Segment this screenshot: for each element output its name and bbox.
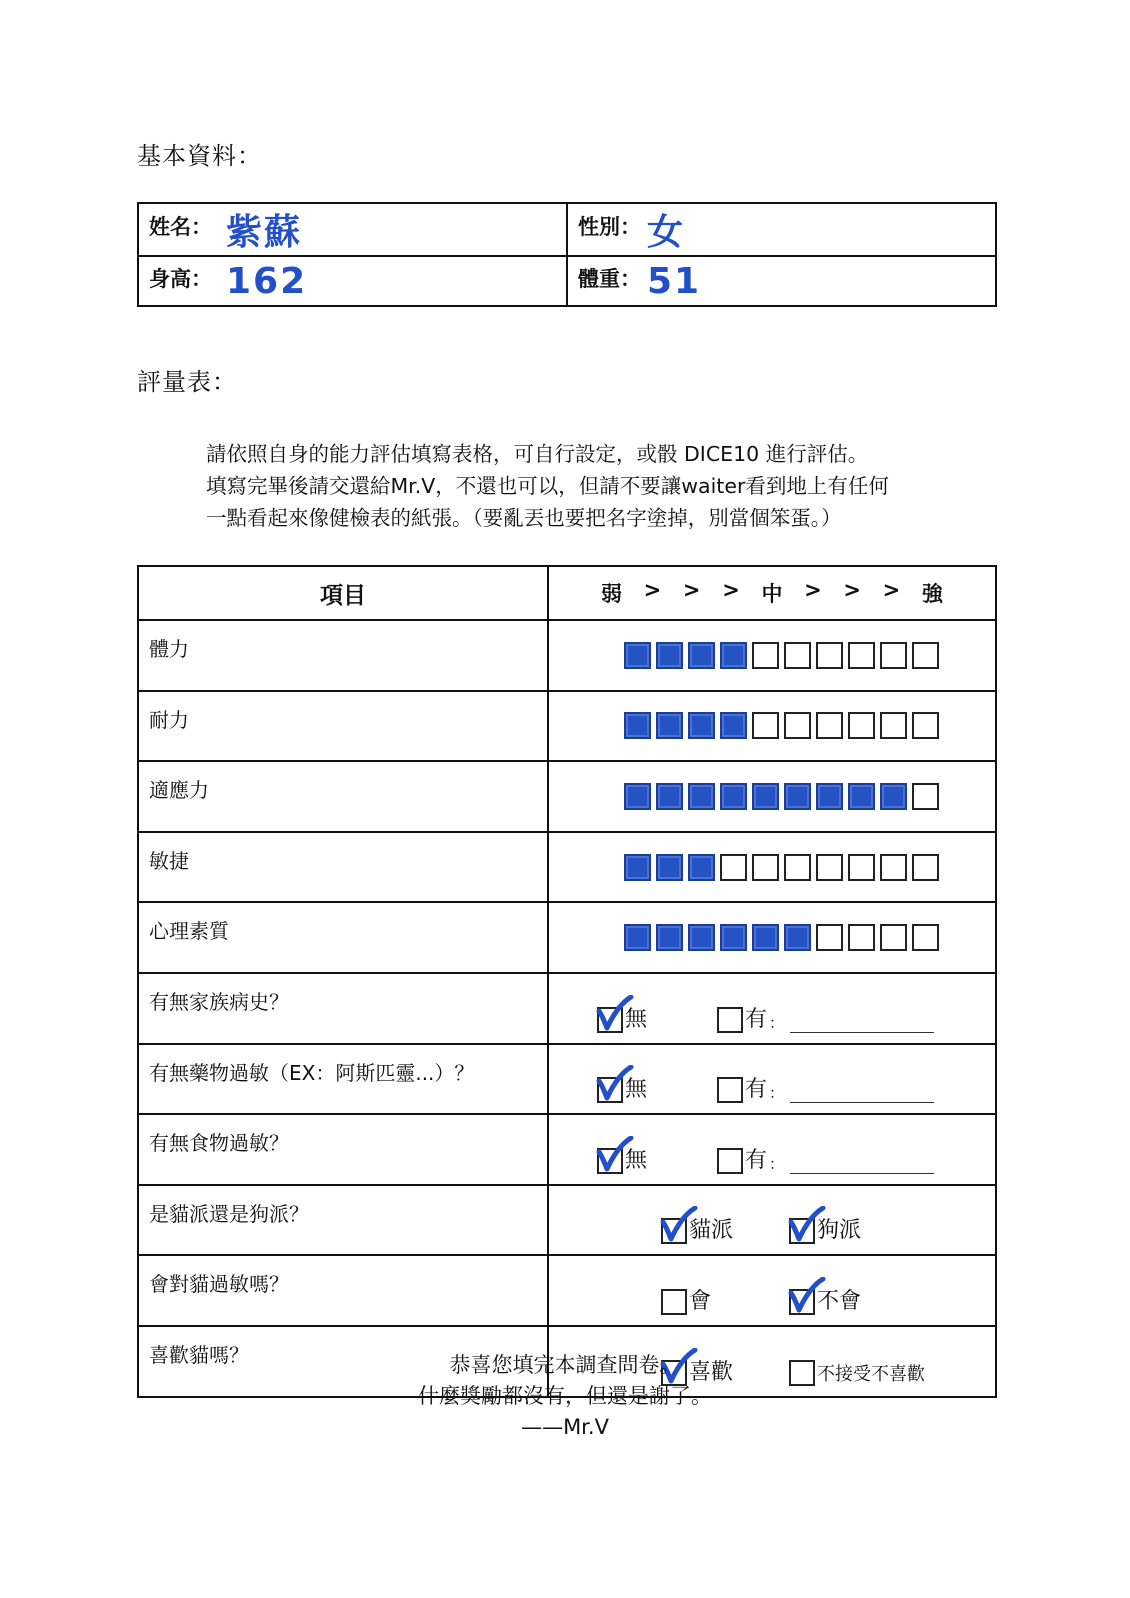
- colon: ：: [769, 1154, 785, 1173]
- scale-label: >: [722, 578, 740, 602]
- option-label: 有: [745, 1077, 768, 1103]
- question-options: [548, 1114, 996, 1185]
- rating-box-empty[interactable]: [752, 642, 779, 669]
- option[interactable]: [597, 1002, 647, 1033]
- option-label: 無: [625, 1147, 648, 1173]
- check-mark-icon: [659, 1206, 699, 1246]
- question-row: [138, 1185, 996, 1256]
- checkbox-checked[interactable]: [597, 1148, 623, 1174]
- item-header: 項目: [138, 566, 548, 620]
- question-options: [548, 1185, 996, 1256]
- rating-table: [137, 565, 997, 1398]
- question-label: 有無藥物過敏（EX：阿斯匹靈...）？: [138, 1044, 548, 1115]
- rating-row: [138, 832, 996, 903]
- question-options: [548, 973, 996, 1044]
- check-mark-icon: [595, 1065, 635, 1105]
- option-label: 有: [745, 1147, 768, 1173]
- rating-label: 耐力: [138, 691, 548, 762]
- option[interactable]: [789, 1213, 861, 1244]
- rating-box-empty[interactable]: [880, 642, 907, 669]
- scale-label: 強: [921, 582, 943, 606]
- rating-box-filled[interactable]: [720, 924, 747, 951]
- option[interactable]: [717, 1143, 934, 1174]
- closing-line: 什麼獎勵都沒有，但還是謝了。: [418, 1384, 712, 1408]
- rating-box-filled[interactable]: [688, 924, 715, 951]
- rating-box-filled[interactable]: [720, 712, 747, 739]
- rating-title: 評量表：: [137, 368, 237, 396]
- question-options: [548, 1255, 996, 1326]
- basic-info-title: 基本資料：: [137, 142, 262, 170]
- check-mark-icon: [787, 1206, 827, 1246]
- fill-in-blank[interactable]: [790, 1155, 934, 1174]
- rating-box-filled[interactable]: [784, 783, 811, 810]
- rating-box-empty[interactable]: [784, 854, 811, 881]
- rating-box-filled[interactable]: [624, 924, 651, 951]
- option[interactable]: [661, 1213, 733, 1244]
- checkbox-checked[interactable]: [597, 1007, 623, 1033]
- rating-box-filled[interactable]: [656, 642, 683, 669]
- rating-box-empty[interactable]: [912, 924, 939, 951]
- rating-label: 適應力: [138, 761, 548, 832]
- option[interactable]: [597, 1072, 647, 1103]
- rating-box-filled[interactable]: [880, 783, 907, 810]
- weight-value: 51: [647, 260, 702, 302]
- question-row: [138, 1044, 996, 1115]
- instructions: [206, 438, 966, 534]
- instruction-line: 一點看起來像健檢表的紙張。（要亂丟也要把名字塗掉，別當個笨蛋。）: [206, 506, 842, 530]
- scale-label: >: [804, 578, 822, 602]
- height-value: 162: [226, 260, 308, 302]
- closing-signature: ——Mr.V: [521, 1415, 609, 1439]
- rating-scale: [548, 761, 996, 832]
- rating-box-empty[interactable]: [880, 924, 907, 951]
- option[interactable]: [717, 1072, 934, 1103]
- question-label: 會對貓過敏嗎？: [138, 1255, 548, 1326]
- option-label: 喜歡: [689, 1359, 734, 1385]
- question-label: 有無食物過敏？: [138, 1114, 548, 1185]
- question-label: 喜歡貓嗎？: [138, 1326, 548, 1397]
- fill-in-blank[interactable]: [790, 1084, 934, 1103]
- check-mark-icon: [595, 1136, 635, 1176]
- rating-label: 心理素質: [138, 902, 548, 973]
- basic-info-table: [137, 202, 997, 307]
- closing-message: [0, 1350, 1130, 1443]
- rating-box-filled[interactable]: [784, 924, 811, 951]
- question-row: [138, 1255, 996, 1326]
- rating-scale: [548, 691, 996, 762]
- rating-box-empty[interactable]: [816, 642, 843, 669]
- closing-line: 恭喜您填完本調查問卷。: [449, 1353, 681, 1377]
- rating-box-empty[interactable]: [816, 854, 843, 881]
- rating-box-empty[interactable]: [784, 712, 811, 739]
- colon: ：: [769, 1084, 785, 1103]
- rating-box-empty[interactable]: [784, 642, 811, 669]
- option-label: 不會: [817, 1288, 862, 1314]
- checkbox-checked[interactable]: [661, 1218, 687, 1244]
- option[interactable]: [597, 1143, 647, 1174]
- rating-box-filled[interactable]: [816, 783, 843, 810]
- rating-box-filled[interactable]: [656, 924, 683, 951]
- rating-box-filled[interactable]: [720, 783, 747, 810]
- rating-box-filled[interactable]: [848, 783, 875, 810]
- checkbox[interactable]: [717, 1077, 743, 1103]
- name-value: 紫蘇: [226, 212, 303, 253]
- rating-box-filled[interactable]: [688, 854, 715, 881]
- scale-label: 中: [761, 582, 783, 606]
- rating-box-filled[interactable]: [752, 783, 779, 810]
- rating-box-filled[interactable]: [720, 642, 747, 669]
- name-cell[interactable]: [138, 203, 567, 256]
- option[interactable]: [661, 1284, 711, 1315]
- option-label: 無: [625, 1077, 648, 1103]
- option-label: 會: [689, 1288, 712, 1314]
- scale-header: [548, 566, 996, 620]
- rating-scale: [548, 902, 996, 973]
- question-row: [138, 1114, 996, 1185]
- rating-scale: [548, 620, 996, 691]
- rating-box-empty[interactable]: [912, 854, 939, 881]
- rating-box-empty[interactable]: [848, 924, 875, 951]
- rating-row: [138, 691, 996, 762]
- rating-row: [138, 761, 996, 832]
- rating-box-filled[interactable]: [624, 783, 651, 810]
- rating-scale: [548, 832, 996, 903]
- gender-value: 女: [647, 212, 686, 253]
- scale-label: >: [682, 578, 701, 602]
- check-mark-icon: [787, 1277, 827, 1317]
- rating-box-filled[interactable]: [656, 712, 683, 739]
- rating-box-empty[interactable]: [816, 712, 843, 739]
- height-cell[interactable]: [138, 256, 567, 306]
- rating-box-empty[interactable]: [848, 642, 875, 669]
- rating-box-filled[interactable]: [656, 783, 683, 810]
- instruction-line: 請依照自身的能力評估填寫表格，可自行設定，或骰 DICE10 進行評估。: [206, 442, 869, 466]
- option-label: 有: [745, 1006, 768, 1032]
- question-row: [138, 973, 996, 1044]
- rating-box-filled[interactable]: [656, 854, 683, 881]
- option-label: 無: [625, 1006, 648, 1032]
- gender-cell[interactable]: [567, 203, 996, 256]
- checkbox[interactable]: [717, 1007, 743, 1033]
- rating-box-filled[interactable]: [624, 712, 651, 739]
- option[interactable]: [789, 1284, 861, 1315]
- rating-box-empty[interactable]: [752, 854, 779, 881]
- rating-box-empty[interactable]: [848, 712, 875, 739]
- question-options: [548, 1044, 996, 1115]
- rating-box-empty[interactable]: [912, 712, 939, 739]
- rating-box-filled[interactable]: [688, 642, 715, 669]
- rating-box-filled[interactable]: [688, 712, 715, 739]
- rating-box-empty[interactable]: [848, 854, 875, 881]
- fill-in-blank[interactable]: [790, 1014, 934, 1033]
- checkbox-checked[interactable]: [789, 1218, 815, 1244]
- rating-box-filled[interactable]: [752, 924, 779, 951]
- name-label: 姓名：: [149, 215, 212, 239]
- rating-row: [138, 902, 996, 973]
- instruction-line: 填寫完畢後請交還給Mr.V，不還也可以，但請不要讓waiter看到地上有任何: [206, 474, 889, 498]
- scale-label: >: [843, 578, 861, 602]
- question-label: 是貓派還是狗派？: [138, 1185, 548, 1256]
- rating-box-filled[interactable]: [688, 783, 715, 810]
- checkbox-checked[interactable]: [789, 1289, 815, 1315]
- rating-box-empty[interactable]: [912, 642, 939, 669]
- weight-label: 體重：: [578, 266, 641, 291]
- height-label: 身高：: [149, 266, 212, 291]
- scale-label: 弱: [601, 582, 622, 606]
- rating-box-filled[interactable]: [624, 854, 651, 881]
- rating-box-empty[interactable]: [912, 783, 939, 810]
- option[interactable]: [717, 1002, 934, 1033]
- rating-box-empty[interactable]: [880, 712, 907, 739]
- rating-row: [138, 620, 996, 691]
- checkbox-checked[interactable]: [597, 1077, 623, 1103]
- checkbox[interactable]: [717, 1148, 743, 1174]
- check-mark-icon: [595, 995, 635, 1035]
- gender-label: 性別：: [578, 215, 641, 239]
- scale-label: >: [643, 578, 662, 602]
- rating-box-filled[interactable]: [624, 642, 651, 669]
- rating-box-empty[interactable]: [880, 854, 907, 881]
- option-label: 狗派: [817, 1218, 862, 1244]
- colon: ：: [769, 1013, 785, 1032]
- weight-cell[interactable]: [567, 256, 996, 306]
- option-label: 貓派: [689, 1218, 734, 1244]
- rating-box-empty[interactable]: [752, 712, 779, 739]
- scale-label: >: [882, 578, 901, 602]
- rating-box-empty[interactable]: [720, 854, 747, 881]
- rating-label: 體力: [138, 620, 548, 691]
- checkbox[interactable]: [661, 1289, 687, 1315]
- question-label: 有無家族病史？: [138, 973, 548, 1044]
- rating-box-empty[interactable]: [816, 924, 843, 951]
- rating-label: 敏捷: [138, 832, 548, 903]
- option-label: 不接受不喜歡: [817, 1363, 925, 1385]
